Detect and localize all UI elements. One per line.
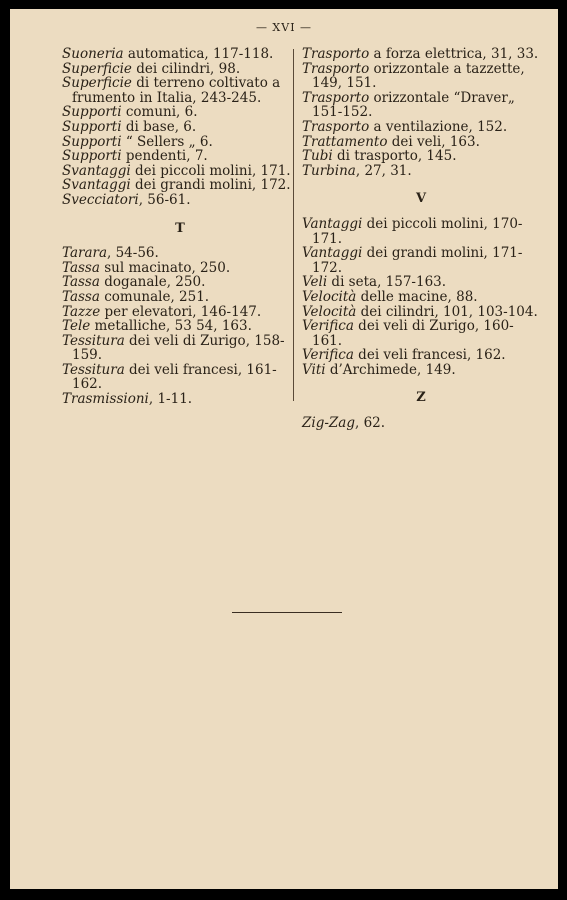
page-number: — XVI — bbox=[255, 21, 313, 34]
index-entry bbox=[302, 348, 542, 363]
index-pages: orizzontale “Draver„ 151-152. bbox=[312, 89, 515, 121]
index-term: Supporti bbox=[62, 148, 122, 165]
index-term: Tessitura bbox=[62, 361, 125, 378]
index-entry bbox=[302, 275, 542, 290]
index-term: Zig-Zag bbox=[302, 415, 355, 432]
index-pages: dei piccoli molini, 170-171. bbox=[312, 215, 523, 247]
index-term: Trasporto bbox=[302, 46, 370, 62]
index-term: Tarara bbox=[62, 245, 108, 262]
index-pages: di base, 6. bbox=[121, 118, 197, 135]
index-term: Tassa bbox=[62, 274, 100, 291]
index-term: Viti bbox=[302, 361, 326, 378]
end-rule bbox=[232, 612, 342, 613]
index-entry bbox=[62, 319, 300, 334]
index-pages: dei grandi molini, 171-172. bbox=[312, 245, 523, 276]
index-pages: dei veli francesi, 161-162. bbox=[72, 361, 277, 393]
index-entry bbox=[62, 47, 300, 62]
index-pages: automatica, 117-118. bbox=[123, 46, 274, 62]
index-entry bbox=[302, 149, 542, 164]
index-term: Trattamento bbox=[302, 133, 388, 150]
index-term: Svantaggi bbox=[62, 162, 131, 179]
index-entry bbox=[62, 149, 300, 164]
column-divider bbox=[293, 49, 294, 401]
index-entry bbox=[302, 416, 542, 431]
index-term: Supporti bbox=[62, 104, 122, 121]
index-entry bbox=[62, 62, 300, 77]
index-entry bbox=[62, 334, 300, 363]
index-pages: , 62. bbox=[354, 415, 386, 432]
index-column-right bbox=[302, 47, 542, 431]
index-entry bbox=[62, 178, 300, 193]
section-letter: Z bbox=[416, 390, 428, 406]
index-pages: , 27, 31. bbox=[355, 162, 412, 179]
index-entry bbox=[62, 363, 300, 392]
index-entry bbox=[302, 47, 542, 62]
index-term: Supporti bbox=[62, 133, 122, 150]
index-term: Trasporto bbox=[302, 60, 370, 77]
section-letter: T bbox=[175, 220, 187, 236]
index-entry bbox=[62, 392, 300, 407]
index-term: Trasporto bbox=[302, 89, 370, 106]
index-pages: metalliche, 53 54, 163. bbox=[90, 318, 252, 335]
index-entry bbox=[302, 135, 542, 150]
index-pages: d’Archimede, 149. bbox=[325, 361, 456, 378]
index-column-left bbox=[62, 47, 300, 407]
index-term: Tubi bbox=[302, 148, 333, 165]
index-term: Tazze bbox=[62, 303, 101, 320]
index-pages: “ Sellers „ 6. bbox=[121, 133, 213, 150]
index-pages: , 54-56. bbox=[107, 245, 159, 262]
index-term: Trasmissioni bbox=[62, 391, 149, 408]
index-entry bbox=[62, 290, 300, 305]
index-pages: comunale, 251. bbox=[99, 288, 210, 305]
index-pages: doganale, 250. bbox=[99, 274, 206, 291]
index-pages: dei piccoli molini, 171. bbox=[130, 162, 291, 179]
index-entry bbox=[62, 305, 300, 320]
index-pages: di trasporto, 145. bbox=[332, 148, 457, 165]
index-term: Turbina bbox=[302, 162, 356, 179]
index-pages: dei cilindri, 101, 103-104. bbox=[356, 303, 538, 320]
index-pages: per elevatori, 146-147. bbox=[100, 303, 262, 320]
index-entry bbox=[62, 275, 300, 290]
index-term: Supporti bbox=[62, 118, 122, 135]
index-pages: dei veli di Zurigo, 158-159. bbox=[72, 332, 285, 364]
index-term: Superficie bbox=[62, 75, 132, 92]
index-term: Svecciatori bbox=[62, 191, 139, 208]
index-term: Tassa bbox=[62, 259, 100, 276]
index-pages: dei veli di Zurigo, 160-161. bbox=[312, 318, 514, 349]
index-entry bbox=[302, 91, 542, 120]
index-term: Tele bbox=[62, 318, 91, 335]
index-term: Velocità bbox=[302, 303, 357, 320]
index-pages: dei veli francesi, 162. bbox=[353, 347, 506, 364]
index-entry bbox=[302, 62, 542, 91]
index-entry bbox=[62, 76, 300, 105]
index-entry bbox=[302, 305, 542, 320]
index-pages: sul macinato, 250. bbox=[99, 259, 231, 276]
index-entry bbox=[302, 217, 542, 246]
index-pages: a forza elettrica, 31, 33. bbox=[369, 46, 539, 62]
index-term: Tessitura bbox=[62, 332, 125, 349]
index-entry bbox=[62, 135, 300, 150]
index-entry bbox=[62, 164, 300, 179]
index-pages: comuni, 6. bbox=[121, 104, 198, 121]
index-pages: dei grandi molini, 172. bbox=[130, 177, 291, 194]
index-pages: di seta, 157-163. bbox=[327, 274, 447, 291]
index-pages: di terreno coltivato a frumento in Italia, 243-245. bbox=[72, 75, 281, 106]
index-term: Verifica bbox=[302, 347, 354, 364]
index-entry bbox=[302, 246, 542, 275]
index-entry bbox=[62, 246, 300, 261]
index-pages: delle macine, 88. bbox=[356, 288, 478, 305]
index-pages: a ventilazione, 152. bbox=[369, 118, 508, 135]
index-term: Trasporto bbox=[302, 118, 370, 135]
index-term: Vantaggi bbox=[302, 245, 363, 262]
index-entry bbox=[302, 164, 542, 179]
index-pages: orizzontale a tazzette, 149, 151. bbox=[312, 60, 525, 92]
index-term: Velocità bbox=[302, 288, 357, 305]
index-pages: dei cilindri, 98. bbox=[131, 60, 241, 77]
section-letter: V bbox=[415, 191, 429, 207]
index-entry bbox=[62, 261, 300, 276]
index-entry bbox=[302, 120, 542, 135]
index-term: Tassa bbox=[62, 288, 100, 305]
index-entry bbox=[62, 120, 300, 135]
index-entry bbox=[302, 363, 542, 378]
index-term: Superficie bbox=[62, 60, 132, 77]
index-term: Veli bbox=[302, 274, 328, 291]
index-term: Verifica bbox=[302, 318, 354, 335]
index-entry bbox=[302, 319, 542, 348]
index-page bbox=[10, 9, 558, 889]
index-pages: dei veli, 163. bbox=[387, 133, 480, 150]
index-pages: pendenti, 7. bbox=[121, 148, 208, 165]
index-term: Svantaggi bbox=[62, 177, 131, 194]
index-entry bbox=[62, 193, 300, 208]
index-entry bbox=[62, 105, 300, 120]
index-entry bbox=[302, 290, 542, 305]
index-term: Suoneria bbox=[62, 46, 124, 62]
index-pages: , 1-11. bbox=[148, 391, 193, 408]
index-pages: , 56-61. bbox=[138, 191, 191, 208]
index-term: Vantaggi bbox=[302, 215, 363, 232]
